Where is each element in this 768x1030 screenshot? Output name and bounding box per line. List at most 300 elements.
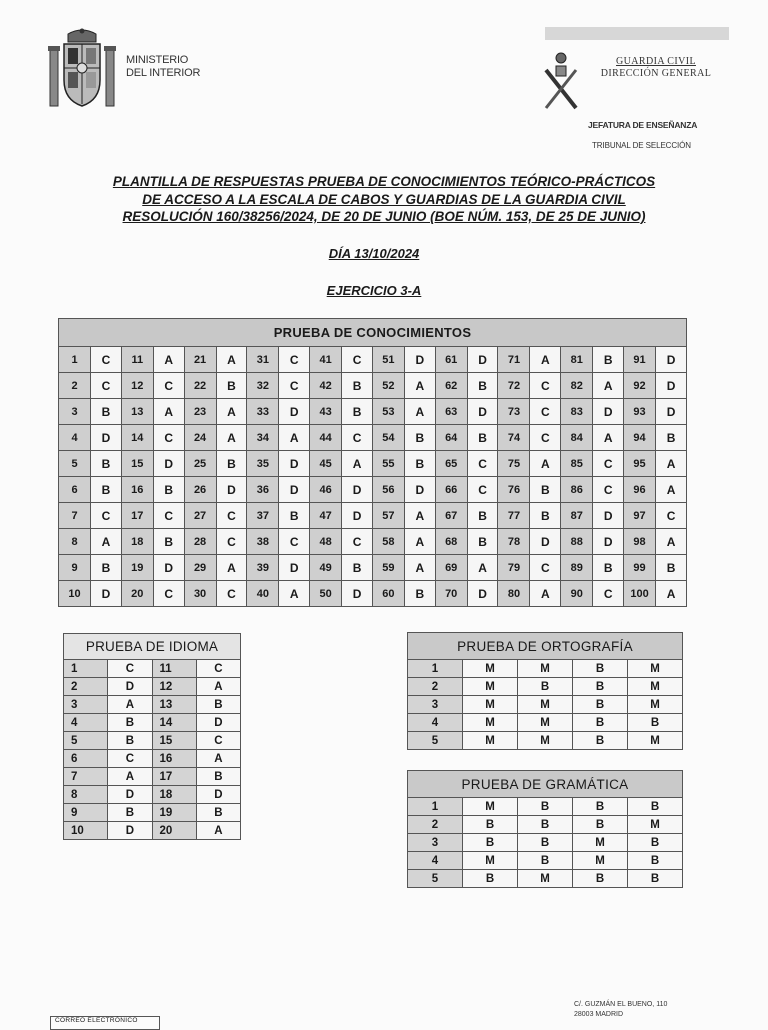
question-number: 89 [561, 555, 593, 581]
question-number: 96 [624, 477, 656, 503]
question-number: 78 [498, 529, 530, 555]
answer-cell: B [573, 732, 628, 750]
footer-address-line-2: 28003 MADRID [574, 1011, 624, 1018]
answer-cell: B [196, 804, 240, 822]
answer-cell: D [91, 581, 122, 607]
question-number: 6 [59, 477, 91, 503]
table-row [408, 816, 683, 834]
answer-cell: D [593, 503, 624, 529]
question-number: 13 [121, 399, 153, 425]
question-number: 53 [372, 399, 404, 425]
answer-cell: B [518, 816, 573, 834]
answer-cell: C [530, 373, 561, 399]
question-number: 6 [64, 750, 108, 768]
table-row [408, 714, 683, 732]
answer-cell: B [91, 477, 122, 503]
footer-address [574, 1000, 667, 1020]
gramatica-title: PRUEBA DE GRAMÁTICA [408, 771, 683, 798]
table-row [408, 870, 683, 888]
question-number: 39 [247, 555, 279, 581]
question-number: 37 [247, 503, 279, 529]
question-number: 50 [310, 581, 342, 607]
table-row [59, 373, 687, 399]
question-number: 59 [372, 555, 404, 581]
title-line-2: DE ACCESO A LA ESCALA DE CABOS Y GUARDIAS DE LA GUARDIA CIVIL [142, 191, 626, 207]
answer-cell: A [530, 451, 561, 477]
question-number: 5 [59, 451, 91, 477]
answer-cell: M [628, 678, 683, 696]
table-row [64, 822, 241, 840]
question-number: 97 [624, 503, 656, 529]
question-number: 31 [247, 347, 279, 373]
answer-cell: C [91, 373, 122, 399]
answer-cell: A [593, 373, 624, 399]
answer-cell: B [404, 425, 435, 451]
question-number: 3 [408, 696, 463, 714]
question-number: 86 [561, 477, 593, 503]
answer-cell: C [593, 581, 624, 607]
question-number: 4 [408, 714, 463, 732]
answer-cell: C [342, 425, 373, 451]
answer-cell: A [530, 347, 561, 373]
answer-cell: B [196, 696, 240, 714]
answer-cell: B [279, 503, 310, 529]
answer-cell: C [467, 477, 498, 503]
answer-cell: B [656, 425, 687, 451]
answer-cell: M [628, 696, 683, 714]
table-row [59, 581, 687, 607]
answer-cell: A [593, 425, 624, 451]
answer-cell: A [216, 347, 247, 373]
question-number: 27 [184, 503, 216, 529]
ministry-line-2: DEL INTERIOR [126, 67, 201, 79]
table-row [408, 852, 683, 870]
answer-cell: B [91, 555, 122, 581]
answer-cell: C [196, 732, 240, 750]
question-number: 45 [310, 451, 342, 477]
ministry-line-1: MINISTERIO [126, 54, 189, 66]
answer-cell: C [656, 503, 687, 529]
question-number: 40 [247, 581, 279, 607]
answer-cell: C [153, 581, 184, 607]
answer-cell: A [656, 581, 687, 607]
answer-cell: A [279, 581, 310, 607]
answer-cell: B [342, 373, 373, 399]
answer-cell: B [573, 696, 628, 714]
answer-cell: A [216, 399, 247, 425]
question-number: 5 [408, 732, 463, 750]
question-number: 100 [624, 581, 656, 607]
gramatica-table [407, 770, 683, 888]
answer-cell: D [279, 399, 310, 425]
question-number: 12 [121, 373, 153, 399]
answer-cell: B [342, 399, 373, 425]
question-number: 60 [372, 581, 404, 607]
question-number: 2 [408, 816, 463, 834]
table-row [64, 750, 241, 768]
question-number: 10 [59, 581, 91, 607]
answer-cell: A [342, 451, 373, 477]
question-number: 85 [561, 451, 593, 477]
gc-line-2: DIRECCIÓN GENERAL [600, 68, 712, 79]
answer-cell: D [91, 425, 122, 451]
answer-cell: B [573, 816, 628, 834]
answer-cell: B [463, 816, 518, 834]
question-number: 84 [561, 425, 593, 451]
answer-cell: M [518, 732, 573, 750]
answer-cell: B [518, 834, 573, 852]
question-number: 24 [184, 425, 216, 451]
table-row [64, 786, 241, 804]
answer-cell: A [279, 425, 310, 451]
question-number: 90 [561, 581, 593, 607]
answer-cell: D [467, 581, 498, 607]
question-number: 11 [121, 347, 153, 373]
answer-cell: M [463, 798, 518, 816]
question-number: 82 [561, 373, 593, 399]
question-number: 23 [184, 399, 216, 425]
table-row [59, 347, 687, 373]
answer-cell: D [196, 786, 240, 804]
exam-date: DÍA 13/10/2024 [328, 246, 420, 261]
question-number: 2 [64, 678, 108, 696]
question-number: 12 [152, 678, 196, 696]
answer-cell: B [463, 870, 518, 888]
question-number: 18 [152, 786, 196, 804]
answer-cell: M [463, 852, 518, 870]
answer-cell: C [530, 555, 561, 581]
answer-cell: D [467, 347, 498, 373]
question-number: 48 [310, 529, 342, 555]
answer-cell: D [279, 451, 310, 477]
question-number: 54 [372, 425, 404, 451]
question-number: 72 [498, 373, 530, 399]
table-row [59, 555, 687, 581]
answer-cell: D [593, 529, 624, 555]
question-number: 20 [152, 822, 196, 840]
answer-cell: A [196, 750, 240, 768]
table-row [408, 732, 683, 750]
question-number: 67 [435, 503, 467, 529]
answer-cell: B [467, 529, 498, 555]
answer-cell: B [153, 529, 184, 555]
question-number: 18 [121, 529, 153, 555]
question-number: 17 [152, 768, 196, 786]
table-row [408, 678, 683, 696]
question-number: 10 [64, 822, 108, 840]
answer-cell: B [467, 425, 498, 451]
answer-cell: M [463, 696, 518, 714]
answer-cell: B [216, 373, 247, 399]
answer-cell: D [656, 399, 687, 425]
question-number: 4 [59, 425, 91, 451]
redacted-bar [545, 27, 729, 40]
answer-cell: A [216, 425, 247, 451]
question-number: 17 [121, 503, 153, 529]
title-line-3: RESOLUCIÓN 160/38256/2024, DE 20 DE JUNIO (BOE NÚM. 153, DE 25 DE JUNIO) [122, 209, 646, 224]
answer-cell: M [518, 660, 573, 678]
question-number: 98 [624, 529, 656, 555]
answer-cell: C [91, 347, 122, 373]
answer-cell: A [467, 555, 498, 581]
question-number: 95 [624, 451, 656, 477]
question-number: 11 [152, 660, 196, 678]
table-row [64, 804, 241, 822]
table-row [59, 425, 687, 451]
answer-cell: M [573, 834, 628, 852]
answer-cell: A [196, 678, 240, 696]
table-row [64, 660, 241, 678]
answer-cell: C [467, 451, 498, 477]
conocimientos-title: PRUEBA DE CONOCIMIENTOS [59, 319, 687, 347]
question-number: 87 [561, 503, 593, 529]
answer-cell: D [108, 786, 152, 804]
question-number: 35 [247, 451, 279, 477]
answer-cell: M [463, 678, 518, 696]
question-number: 43 [310, 399, 342, 425]
answer-cell: B [108, 804, 152, 822]
question-number: 30 [184, 581, 216, 607]
question-number: 41 [310, 347, 342, 373]
answer-cell: B [91, 399, 122, 425]
question-number: 83 [561, 399, 593, 425]
question-number: 2 [408, 678, 463, 696]
answer-cell: D [108, 822, 152, 840]
exercise-label: EJERCICIO 3-A [326, 283, 422, 298]
question-number: 1 [408, 798, 463, 816]
question-number: 16 [152, 750, 196, 768]
answer-cell: C [153, 373, 184, 399]
question-number: 70 [435, 581, 467, 607]
ortografia-table [407, 632, 683, 750]
table-row [408, 660, 683, 678]
answer-cell: B [530, 477, 561, 503]
question-number: 99 [624, 555, 656, 581]
answer-cell: D [108, 678, 152, 696]
answer-cell: B [153, 477, 184, 503]
question-number: 1 [64, 660, 108, 678]
question-number: 14 [121, 425, 153, 451]
gc-line-1: GUARDIA CIVIL [616, 56, 696, 67]
answer-cell: D [593, 399, 624, 425]
answer-cell: C [153, 425, 184, 451]
answer-cell: B [196, 768, 240, 786]
answer-cell: B [530, 503, 561, 529]
answer-cell: C [593, 477, 624, 503]
answer-cell: B [573, 798, 628, 816]
document-title [40, 173, 728, 226]
table-row [64, 678, 241, 696]
question-number: 91 [624, 347, 656, 373]
table-row [59, 529, 687, 555]
answer-cell: D [279, 555, 310, 581]
answer-cell: M [463, 714, 518, 732]
answer-cell: C [530, 399, 561, 425]
answer-cell: B [467, 503, 498, 529]
question-number: 42 [310, 373, 342, 399]
question-number: 4 [64, 714, 108, 732]
question-number: 21 [184, 347, 216, 373]
question-number: 77 [498, 503, 530, 529]
question-number: 1 [59, 347, 91, 373]
answer-cell: A [656, 477, 687, 503]
question-number: 38 [247, 529, 279, 555]
answer-cell: A [404, 399, 435, 425]
question-number: 94 [624, 425, 656, 451]
question-number: 22 [184, 373, 216, 399]
question-number: 4 [408, 852, 463, 870]
question-number: 8 [64, 786, 108, 804]
answer-cell: D [404, 347, 435, 373]
answer-cell: C [216, 529, 247, 555]
answer-cell: B [518, 798, 573, 816]
answer-cell: B [404, 451, 435, 477]
question-number: 69 [435, 555, 467, 581]
question-number: 9 [64, 804, 108, 822]
answer-cell: C [279, 529, 310, 555]
coat-of-arms-logo [46, 28, 118, 112]
question-number: 14 [152, 714, 196, 732]
question-number: 47 [310, 503, 342, 529]
question-number: 7 [59, 503, 91, 529]
question-number: 68 [435, 529, 467, 555]
answer-cell: D [342, 503, 373, 529]
answer-cell: D [656, 347, 687, 373]
table-row [64, 696, 241, 714]
footer-address-line-1: C/. GUZMÁN EL BUENO, 110 [574, 1001, 668, 1008]
ministry-name [126, 54, 200, 80]
table-row [64, 768, 241, 786]
guardia-civil-emblem-logo [540, 50, 582, 112]
answer-cell: B [91, 451, 122, 477]
question-number: 32 [247, 373, 279, 399]
question-number: 62 [435, 373, 467, 399]
answer-cell: B [216, 451, 247, 477]
answer-cell: M [628, 732, 683, 750]
answer-cell: B [463, 834, 518, 852]
answer-cell: C [216, 503, 247, 529]
question-number: 58 [372, 529, 404, 555]
answer-cell: A [91, 529, 122, 555]
answer-cell: B [573, 660, 628, 678]
question-number: 92 [624, 373, 656, 399]
answer-cell: A [530, 581, 561, 607]
question-number: 49 [310, 555, 342, 581]
question-number: 81 [561, 347, 593, 373]
answer-cell: M [463, 660, 518, 678]
table-row [59, 477, 687, 503]
answer-cell: C [530, 425, 561, 451]
answer-cell: D [153, 451, 184, 477]
question-number: 13 [152, 696, 196, 714]
question-number: 8 [59, 529, 91, 555]
question-number: 15 [121, 451, 153, 477]
answer-cell: B [628, 852, 683, 870]
answer-cell: D [153, 555, 184, 581]
answer-cell: C [342, 529, 373, 555]
question-number: 55 [372, 451, 404, 477]
question-number: 56 [372, 477, 404, 503]
question-number: 1 [408, 660, 463, 678]
answer-cell: M [518, 870, 573, 888]
answer-cell: C [108, 660, 152, 678]
answer-cell: A [108, 768, 152, 786]
question-number: 3 [59, 399, 91, 425]
answer-cell: D [342, 581, 373, 607]
question-number: 52 [372, 373, 404, 399]
answer-cell: A [404, 373, 435, 399]
answer-cell: C [593, 451, 624, 477]
answer-cell: C [153, 503, 184, 529]
answer-cell: D [342, 477, 373, 503]
question-number: 20 [121, 581, 153, 607]
answer-cell: C [279, 373, 310, 399]
question-number: 57 [372, 503, 404, 529]
question-number: 75 [498, 451, 530, 477]
question-number: 36 [247, 477, 279, 503]
answer-cell: A [404, 555, 435, 581]
answer-cell: M [518, 714, 573, 732]
table-row [408, 696, 683, 714]
answer-cell: B [573, 870, 628, 888]
answer-cell: A [404, 529, 435, 555]
question-number: 46 [310, 477, 342, 503]
answer-cell: A [153, 347, 184, 373]
question-number: 5 [408, 870, 463, 888]
answer-cell: A [108, 696, 152, 714]
table-row [408, 834, 683, 852]
question-number: 16 [121, 477, 153, 503]
question-number: 71 [498, 347, 530, 373]
question-number: 7 [64, 768, 108, 786]
answer-cell: A [153, 399, 184, 425]
question-number: 28 [184, 529, 216, 555]
question-number: 29 [184, 555, 216, 581]
tribunal-label: TRIBUNAL DE SELECCIÓN [592, 141, 691, 150]
answer-cell: A [216, 555, 247, 581]
question-number: 65 [435, 451, 467, 477]
question-number: 25 [184, 451, 216, 477]
question-number: 5 [64, 732, 108, 750]
answer-cell: A [196, 822, 240, 840]
table-row [408, 798, 683, 816]
answer-cell: B [404, 581, 435, 607]
question-number: 3 [64, 696, 108, 714]
answer-cell: B [518, 852, 573, 870]
answer-cell: D [279, 477, 310, 503]
answer-cell: B [628, 798, 683, 816]
answer-cell: B [593, 347, 624, 373]
answer-cell: A [656, 451, 687, 477]
answer-cell: C [196, 660, 240, 678]
table-row [59, 451, 687, 477]
answer-cell: A [656, 529, 687, 555]
table-row [59, 399, 687, 425]
question-number: 51 [372, 347, 404, 373]
table-row [64, 714, 241, 732]
answer-cell: C [279, 347, 310, 373]
answer-cell: C [108, 750, 152, 768]
answer-cell: M [628, 816, 683, 834]
question-number: 74 [498, 425, 530, 451]
question-number: 3 [408, 834, 463, 852]
question-number: 64 [435, 425, 467, 451]
answer-cell: B [108, 714, 152, 732]
answer-cell: B [108, 732, 152, 750]
question-number: 19 [152, 804, 196, 822]
answer-cell: M [628, 660, 683, 678]
answer-cell: M [573, 852, 628, 870]
